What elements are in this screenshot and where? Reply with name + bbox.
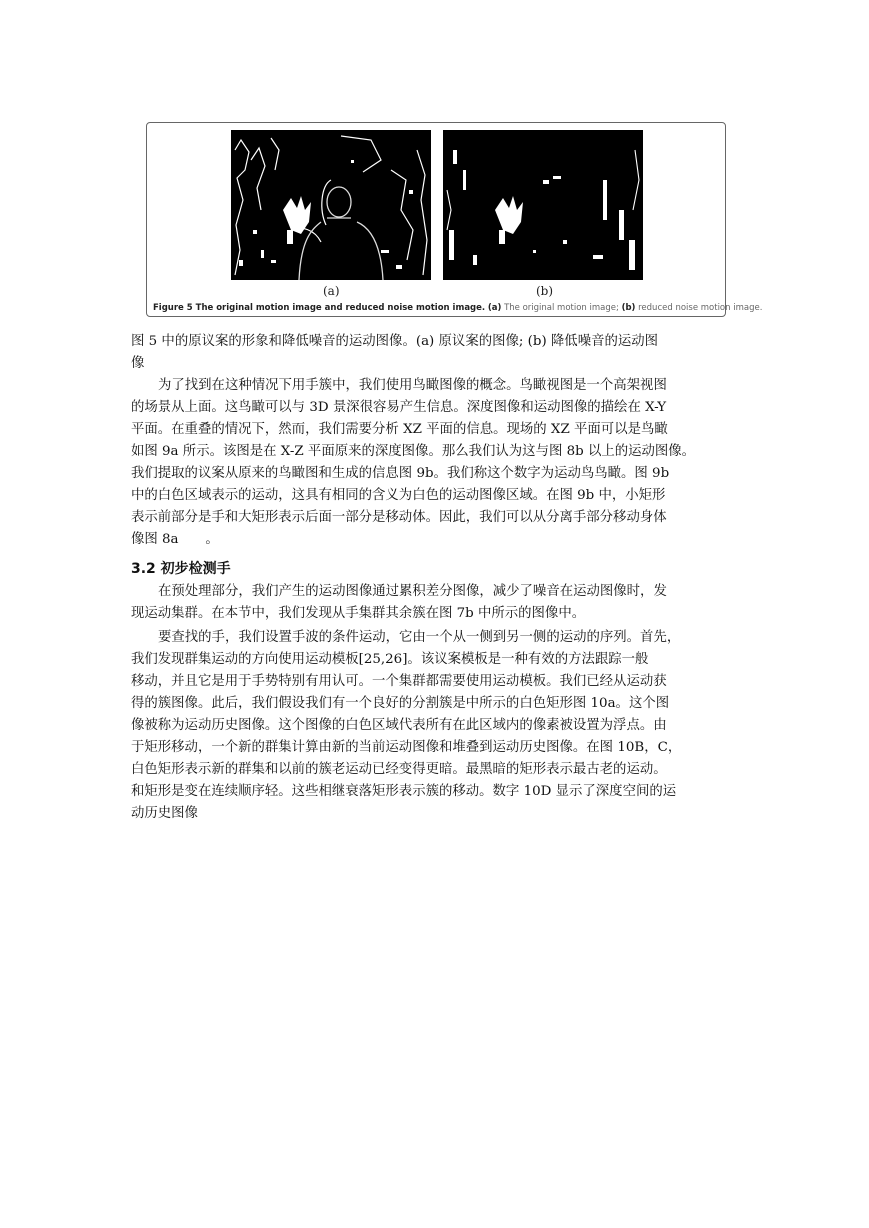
figure-caption — [153, 303, 762, 313]
paragraph-motion-template — [131, 627, 743, 825]
motion-image-reduced-noise — [443, 130, 643, 280]
paragraph-line: 的场景从上面。这鸟瞰可以与 3D 景深很容易产生信息。深度图像和运动图像的描绘在 X-Y — [131, 400, 667, 415]
motion-image-original — [231, 130, 431, 280]
motion-image-reduced-noise-graphic — [443, 130, 643, 280]
paragraph-line: 如图 9a 所示。该图是在 X-Z 平面原来的深度图像。那么我们认为这与图 8b 以上的运动图像。 — [131, 444, 696, 459]
paragraph-line: 要查找的手，我们设置手波的条件运动，它由一个从一侧到另一侧的运动的序列。首先， — [158, 630, 681, 645]
paragraph-line: 于矩形移动，一个新的群集计算由新的当前运动图像和堆叠到运动历史图像。在图 10B，C， — [131, 740, 682, 755]
paragraph-line: 平面。在重叠的情况下，然而，我们需要分析 XZ 平面的信息。现场的 XZ 平面可以是鸟瞰 — [131, 422, 668, 437]
paragraph-line: 我们提取的议案从原来的鸟瞰图和生成的信息图 9b。我们称这个数字为运动鸟鸟瞰。图 9b — [131, 466, 670, 481]
paragraph-line: 移动，并且它是用于手势特别有用认可。一个集群都需要使用运动模板。我们已经从运动获 — [131, 674, 667, 689]
paragraph-line: 中的白色区域表示的运动，这具有相同的含义为白色的运动图像区域。在图 9b 中，小矩形 — [131, 488, 666, 503]
caption-line: 图 5 中的原议案的形象和降低噪音的运动图像。(a) 原议案的图像; (b) 降低噪音的运动图 — [131, 334, 659, 349]
paragraph-line: 和矩形是变在连续顺序轻。这些相继衰落矩形表示簇的移动。数字 10D 显示了深度空间的运 — [131, 784, 677, 799]
figure-5-box — [146, 122, 763, 317]
figure-caption-lead: Figure 5 The original motion image and reduced noise motion image. — [153, 303, 486, 313]
paragraph-line: 动历史图像 — [131, 806, 198, 821]
paragraph-line: 像被称为运动历史图像。这个图像的白色区域代表所有在此区域内的像素被设置为浮点。由 — [131, 718, 667, 733]
paragraph-line: 像图 8a 。 — [131, 532, 219, 547]
caption-line: 像 — [131, 356, 145, 371]
figure-caption-tag-a: (a) — [487, 303, 502, 313]
paragraph-line: 在预处理部分，我们产生的运动图像通过累积差分图像，减少了噪音在运动图像时，发 — [158, 584, 667, 599]
caption-chinese — [131, 331, 743, 375]
subfigure-label-b: (b) — [536, 284, 554, 298]
paragraph-line: 现运动集群。在本节中，我们发现从手集群其余簇在图 7b 中所示的图像中。 — [131, 606, 586, 621]
paragraph-birds-eye — [131, 375, 743, 551]
figure-caption-text-b: reduced noise motion image. — [638, 303, 763, 313]
figure-caption-text-a: The original motion image; — [504, 303, 619, 313]
paragraph-line: 为了找到在这种情况下用手簇中，我们使用鸟瞰图像的概念。鸟瞰视图是一个高架视图 — [158, 378, 667, 393]
section-heading: 3.2 初步检测手 — [131, 561, 231, 577]
motion-image-original-graphic — [231, 130, 431, 280]
paragraph-line: 得的簇图像。此后，我们假设我们有一个良好的分割簇是中所示的白色矩形图 10a。这个图 — [131, 696, 670, 711]
paragraph-line: 表示前部分是手和大矩形表示后面一部分是移动体。因此，我们可以从分离手部分移动身体 — [131, 510, 667, 525]
paragraph-preprocessing — [131, 581, 743, 625]
figure-caption-tag-b: (b) — [621, 303, 636, 313]
paragraph-line: 我们发现群集运动的方向使用运动模板[25,26]。该议案模板是一种有效的方法跟踪一般 — [131, 652, 649, 667]
subfigure-label-a: (a) — [323, 284, 340, 298]
paragraph-line: 白色矩形表示新的群集和以前的簇老运动已经变得更暗。最黑暗的矩形表示最古老的运动。 — [131, 762, 667, 777]
